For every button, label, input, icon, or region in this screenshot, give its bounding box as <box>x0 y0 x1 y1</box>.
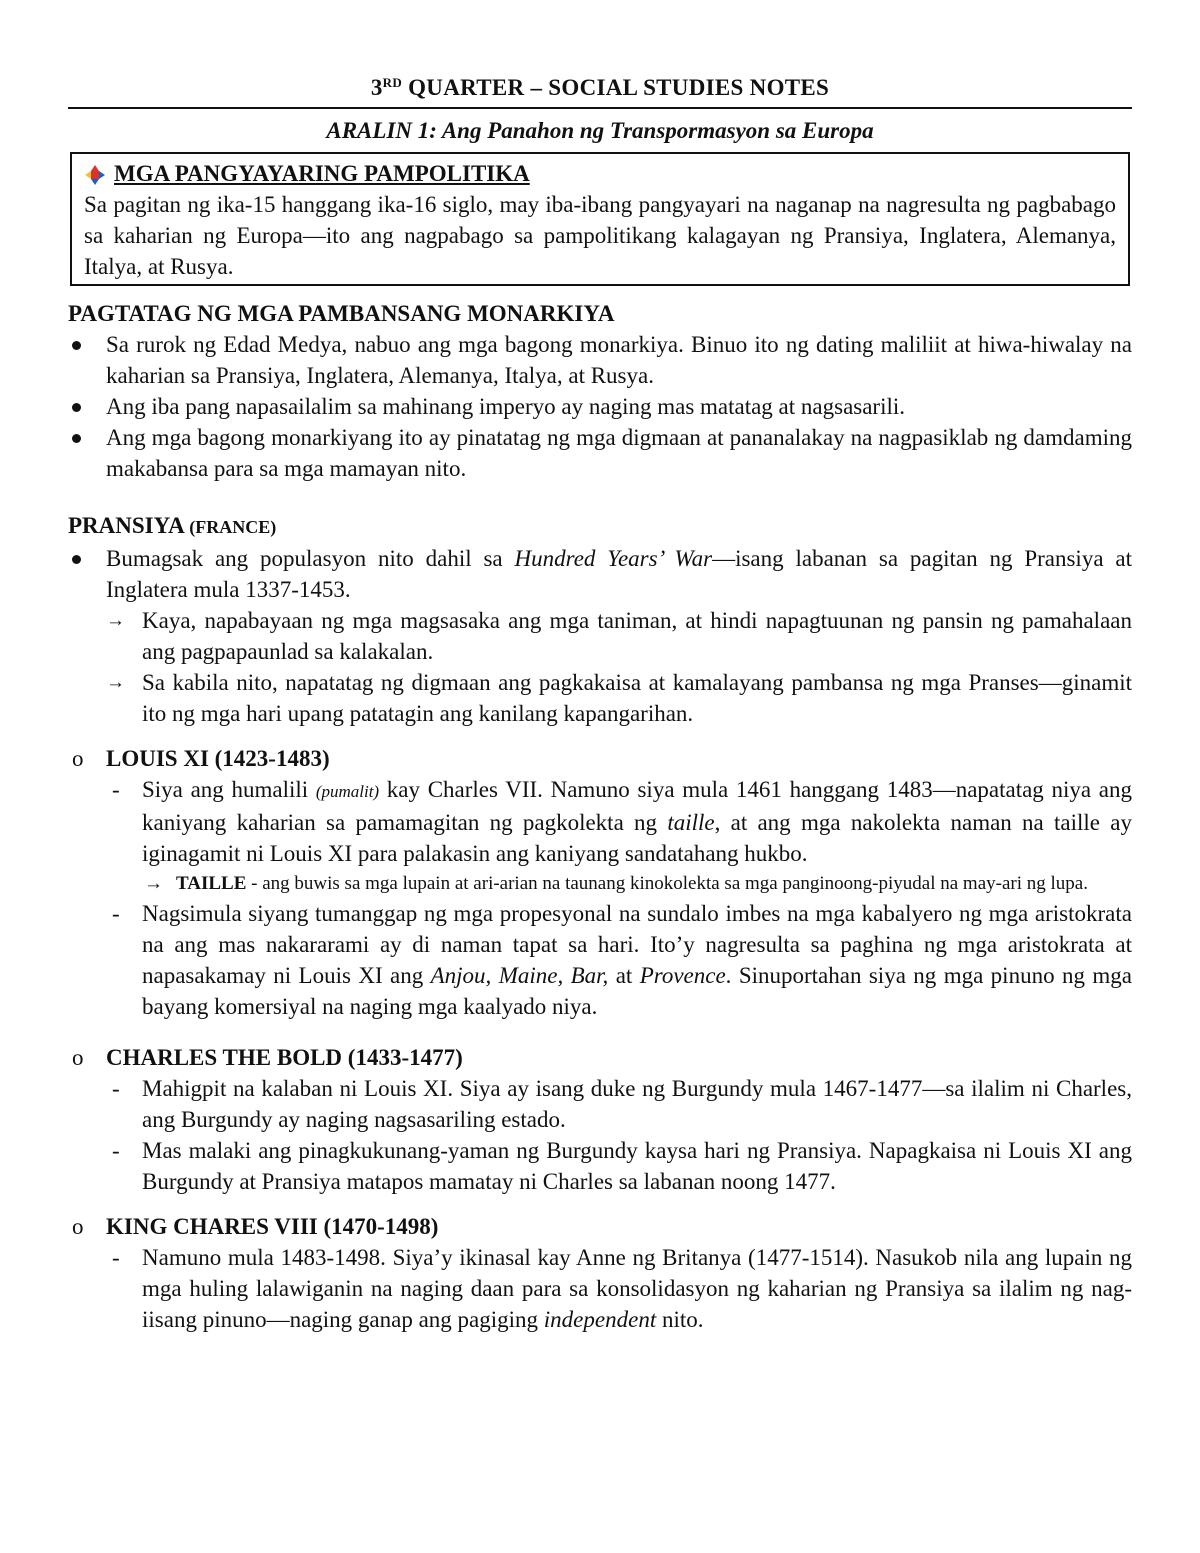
document-page <box>68 60 1132 1335</box>
taille-term: TAILLE <box>176 873 247 894</box>
text-segment: —isang labanan sa pagitan ng Pransiya at Inglatera mula 1337-1453. <box>106 546 1132 602</box>
text-segment: . Sinuportahan siya ng mga pinuno ng mga bayang komersiyal na naging mga kaalyado niya. <box>142 963 1132 1019</box>
circle-bullet-icon: o <box>72 746 84 771</box>
emphasis-text: Hundred Years’ War <box>514 546 713 571</box>
list-item <box>68 543 1132 605</box>
intro-box-heading-text: MGA PANGYAYARING PAMPOLITIKA <box>114 161 530 186</box>
intro-box-text: Sa pagitan ng ika-15 hanggang ika-16 siglo, may iba-ibang pangyayari na naganap na nagresulta ng pagbabago sa kaharian ng Europa—ito ang nagpabago sa pampolitikang kalagayan ng Pransiya, Inglatera, Alemanya, Italya, at Rusya. <box>84 192 1116 279</box>
pransiya-list <box>68 543 1132 605</box>
four-arrows-icon <box>84 163 106 185</box>
dash-item <box>68 1073 1132 1135</box>
dash-item <box>68 1135 1132 1197</box>
arrow-item <box>68 605 1132 667</box>
pransiya-heading-text: PRANSIYA <box>68 513 185 538</box>
emphasis-text: Anjou, Maine, Bar, <box>430 963 609 988</box>
dash-icon: - <box>112 777 120 802</box>
dash-item <box>68 774 1132 869</box>
text-segment: Siya ang humalili <box>142 777 316 802</box>
pransiya-heading-english: (FRANCE) <box>184 517 277 537</box>
pransiya-heading <box>68 510 1132 543</box>
chares-heading <box>68 1211 1132 1242</box>
chares-heading-text: KING CHARES VIII (1470-1498) <box>106 1214 439 1239</box>
title-number: 3 <box>370 75 383 100</box>
list-item: Sa rurok ng Edad Medya, nabuo ang mga bagong monarkiya. Binuo ito ng dating maliliit at hiwa-hiwalay na kaharian sa Pransiya, Inglatera, Alemanya, Italya, at Rusya. <box>68 329 1132 391</box>
dash-item <box>68 898 1132 1022</box>
dash-icon: - <box>112 1245 120 1270</box>
arrow-icon: → <box>106 610 125 631</box>
dash-item-text: Mahigpit na kalaban ni Louis XI. Siya ay isang duke ng Burgundy mula 1467-1477—sa ilalim ni Charles, ang Burgundy ay naging nagsasariling estado. <box>142 1076 1132 1132</box>
title-text: QUARTER – SOCIAL STUDIES NOTES <box>402 75 830 100</box>
emphasis-text: independent <box>543 1307 657 1332</box>
text-segment: nito. <box>656 1307 704 1332</box>
monarkiya-list <box>68 329 1132 484</box>
bold-arrow-icon: → <box>144 873 163 894</box>
arrow-icon: → <box>106 672 125 693</box>
arrow-item-text: Sa kabila nito, napatatag ng digmaan ang pagkakaisa at kamalayang pambansa ng mga Pranses—ginamit ito ng mga hari upang patatagin ang kanilang kapangarihan. <box>142 670 1132 726</box>
title-superscript: RD <box>382 75 403 90</box>
intro-box <box>70 152 1130 286</box>
emphasis-text: (pumalit) <box>315 782 380 801</box>
text-segment: Bumagsak ang populasyon nito dahil sa <box>106 546 515 571</box>
dash-icon: - <box>112 1076 120 1101</box>
monarkiya-heading: PAGTATAG NG MGA PAMBANSANG MONARKIYA <box>68 301 615 326</box>
dash-icon: - <box>112 1138 120 1163</box>
list-item: Ang iba pang napasailalim sa mahinang imperyo ay naging mas matatag at nagsasarili. <box>68 391 1132 422</box>
circle-bullet-icon: o <box>72 1045 84 1070</box>
louis-heading <box>68 743 1132 774</box>
dash-icon: - <box>112 901 120 926</box>
charles-heading <box>68 1042 1132 1073</box>
intro-box-heading <box>84 158 1116 189</box>
dash-item <box>68 1242 1132 1335</box>
circle-bullet-icon: o <box>72 1214 84 1239</box>
taille-definition <box>68 869 1132 898</box>
dash-item-text: Mas malaki ang pinagkukunang-yaman ng Burgundy kaysa hari ng Pransiya. Napagkaisa ni Louis XI ang Burgundy at Pransiya matapos mamatay ni Charles sa labanan noong 1477. <box>142 1138 1132 1194</box>
page-title <box>68 60 1132 109</box>
text-segment: Nagsimula siyang tumanggap ng mga propesyonal na sundalo imbes na mga kabalyero ng mga aristokrata na ang mas nakararami ay di naman tapat sa hari. Ito’y nagresulta sa paghina ng mga aristokrata at napasakamay ni Louis XI ang <box>142 901 1132 988</box>
arrow-item-text: Kaya, napabayaan ng mga magsasaka ang mga taniman, at hindi napagtuunan ng pansin ng pamahalaan ang pagpapaunlad sa kalakalan. <box>142 608 1132 664</box>
louis-heading-text: LOUIS XI (1423-1483) <box>106 746 330 771</box>
text-segment: Namuno mula 1483-1498. Siya’y ikinasal kay Anne ng Britanya (1477-1514). Nasukob nila ang lupain ng mga huling lalawiganin na naging daan para sa konsolidasyon ng kaharian ng Pransiya sa ilalim ng nag-iisang pinuno—naging ganap ang pagiging <box>142 1245 1132 1332</box>
text-segment: kay Charles VII. Namuno siya mula 1461 hanggang 1483—napatatag niya ang kaniyang kaharian sa pamamagitan ng pagkolekta ng <box>142 777 1132 835</box>
list-item: Ang mga bagong monarkiyang ito ay pinatatag ng mga digmaan at pananalakay na nagpasiklab ng damdaming makabansa para sa mga mamayan nito. <box>68 422 1132 484</box>
taille-definition-text: - ang buwis sa mga lupain at ari-arian na taunang kinokolekta sa mga panginoong-piyudal na may-ari ng lupa. <box>246 873 1088 894</box>
text-segment: at <box>608 963 640 988</box>
emphasis-text: taille <box>667 810 715 835</box>
text-segment: , at ang mga nakolekta naman na taille ay iginagamit ni Louis XI para palakasin ang kaniyang sandatahang hukbo. <box>142 810 1132 866</box>
lesson-subtitle: ARALIN 1: Ang Panahon ng Transpormasyon sa Europa <box>326 118 874 143</box>
arrow-item <box>68 667 1132 729</box>
charles-heading-text: CHARLES THE BOLD (1433-1477) <box>106 1045 463 1070</box>
emphasis-text: Provence <box>639 963 726 988</box>
